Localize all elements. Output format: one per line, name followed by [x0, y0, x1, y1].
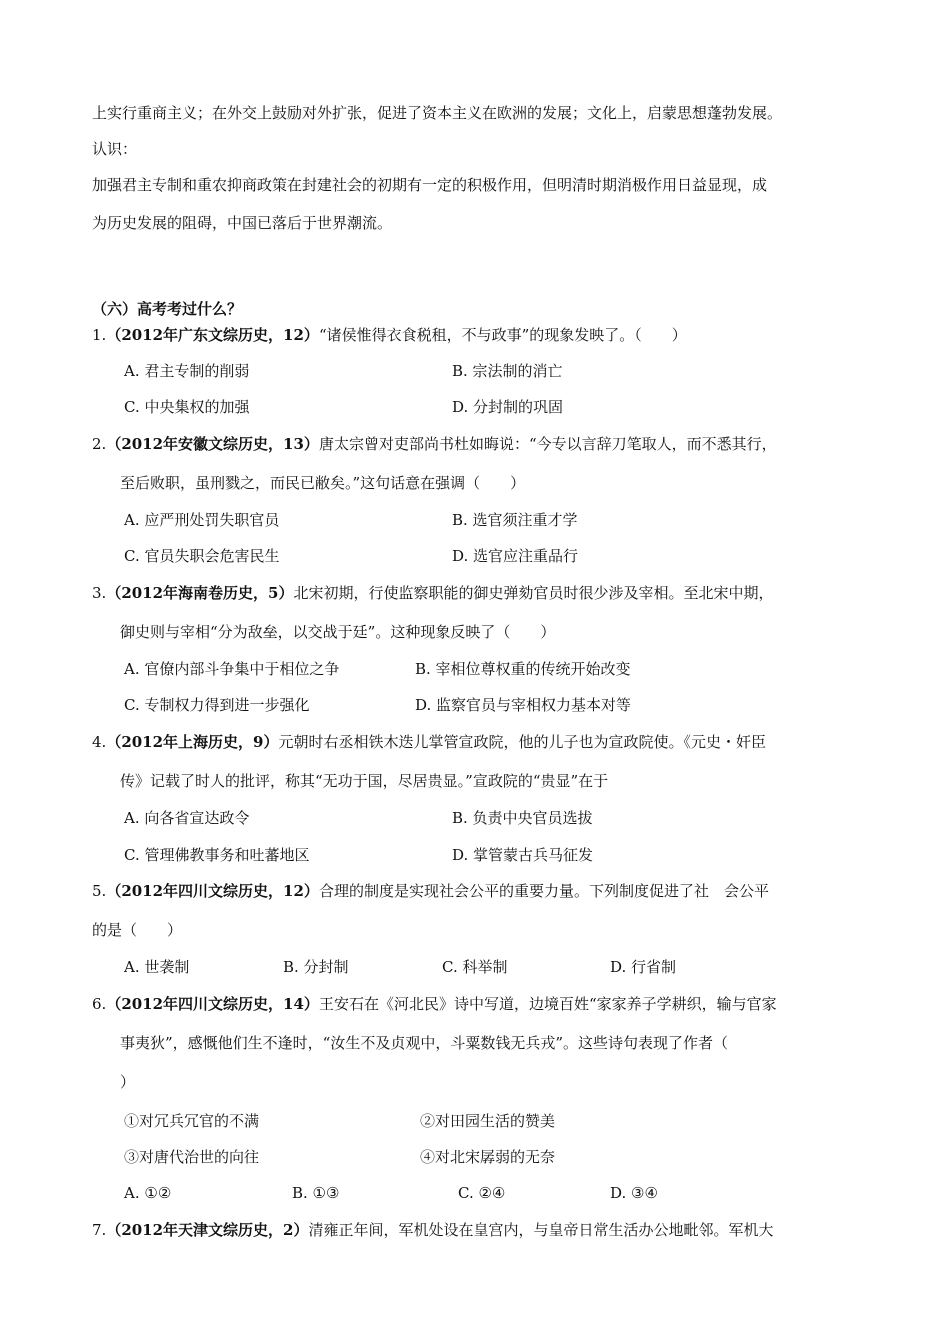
question-number: 2.: [92, 435, 107, 453]
intro-line-4: 为历史发展的阻碍，中国已落后于世界潮流。: [92, 214, 393, 232]
q2-option-b: B. 选官须注重才学: [452, 511, 578, 529]
intro-line-1: 上实行重商主义；在外交上鼓励对外扩张，促进了资本主义在欧洲的发展；文化上，启蒙思想蓬勃发展。: [92, 104, 783, 122]
question-text: 北宋初期，行使监察职能的御史弹劾官员时很少涉及宰相。至北宋中期，: [293, 584, 774, 602]
question-6: [92, 994, 777, 1014]
question-text: 王安石在《河北民》诗中写道，边境百姓“家家养子学耕织，输与官家: [318, 995, 777, 1013]
q6-option-a: A. ①②: [124, 1184, 172, 1202]
q6-item-1: ①对冗兵冗官的不满: [124, 1112, 260, 1130]
q2-option-c: C. 官员失职会危害民生: [124, 547, 280, 565]
q5-option-a: A. 世袭制: [124, 958, 190, 976]
q6-item-4: ④对北宋孱弱的无奈: [420, 1148, 556, 1166]
question-text: 合理的制度是实现社会公平的重要力量。下列制度促进了社 会公平: [318, 882, 769, 900]
q1-option-c: C. 中央集权的加强: [124, 398, 250, 416]
question-6-line-3: ）: [120, 1073, 136, 1091]
q3-option-a: A. 官僚内部斗争集中于相位之争: [124, 660, 340, 678]
intro-line-3: 加强君主专制和重农抑商政策在封建社会的初期有一定的积极作用，但明清时期消极作用日益显现，成: [92, 176, 768, 194]
q2-option-a: A. 应严刑处罚失职官员: [124, 511, 280, 529]
q1-option-d: D. 分封制的巩固: [452, 398, 564, 416]
intro-line-2: 认识：: [92, 140, 138, 158]
q5-option-c: C. 科举制: [442, 958, 508, 976]
q6-option-c: C. ②④: [458, 1184, 506, 1202]
question-source: （2012年天津文综历史，2）: [106, 1221, 309, 1239]
question-source: （2012年安徽文综历史，13）: [106, 435, 319, 453]
question-3-line-2: 御史则与宰相“分为敌垒，以交战于廷”。这种现象反映了（ ）: [120, 623, 556, 641]
q4-option-a: A. 向各省宣达政令: [124, 809, 250, 827]
question-text: “诸侯惟得衣食税租，不与政事”的现象发映了。（ ）: [318, 326, 687, 344]
question-2-line-2: 至后败职，虽刑戮之，而民已敝矣。”这句话意在强调（ ）: [120, 474, 526, 492]
q6-option-b: B. ①③: [292, 1184, 340, 1202]
question-number: 1.: [92, 326, 107, 344]
question-number: 3.: [92, 584, 107, 602]
q4-option-c: C. 管理佛教事务和吐蕃地区: [124, 846, 310, 864]
q1-option-b: B. 宗法制的消亡: [452, 362, 563, 380]
question-3: [92, 583, 774, 603]
question-number: 5.: [92, 882, 107, 900]
question-1: [92, 325, 687, 345]
q3-option-d: D. 监察官员与宰相权力基本对等: [415, 696, 632, 714]
question-5-line-2: 的是（ ）: [92, 921, 183, 939]
question-source: （2012年广东文综历史，12）: [106, 326, 319, 344]
question-source: （2012年四川文综历史，12）: [106, 882, 319, 900]
q6-option-d: D. ③④: [610, 1184, 658, 1202]
question-text: 唐太宗曾对吏部尚书杜如晦说：“今专以言辞刀笔取人，而不悉其行，: [318, 435, 777, 453]
q6-item-3: ③对唐代治世的向往: [124, 1148, 260, 1166]
q4-option-d: D. 掌管蒙古兵马征发: [452, 846, 594, 864]
q2-option-d: D. 选官应注重品行: [452, 547, 579, 565]
question-text: 元朝时右丞相铁木迭儿掌管宣政院，他的儿子也为宣政院使。《元史・奸臣: [278, 733, 767, 751]
question-source: （2012年四川文综历史，14）: [106, 995, 319, 1013]
question-2: [92, 434, 777, 454]
q6-item-2: ②对田园生活的赞美: [420, 1112, 556, 1130]
question-6-line-2: 事夷狄”，感慨他们生不逢时，“汝生不及贞观中，斗粟数钱无兵戎”。这些诗句表现了作者（: [120, 1034, 729, 1052]
question-number: 7.: [92, 1221, 107, 1239]
q5-option-b: B. 分封制: [283, 958, 349, 976]
question-number: 6.: [92, 995, 107, 1013]
q3-option-c: C. 专制权力得到进一步强化: [124, 696, 310, 714]
question-number: 4.: [92, 733, 107, 751]
question-source: （2012年上海历史，9）: [106, 733, 279, 751]
q4-option-b: B. 负责中央官员选拔: [452, 809, 593, 827]
q3-option-b: B. 宰相位尊权重的传统开始改变: [415, 660, 631, 678]
q5-option-d: D. 行省制: [610, 958, 677, 976]
section-title: （六）高考考过什么？: [92, 300, 243, 318]
question-4: [92, 732, 766, 752]
question-4-line-2: 传》记载了时人的批评，称其“无功于国，尽居贵显。”宣政院的“贵显”在于: [120, 772, 609, 790]
question-5: [92, 881, 769, 901]
question-7: [92, 1220, 774, 1240]
question-source: （2012年海南卷历史，5）: [106, 584, 294, 602]
q1-option-a: A. 君主专制的削弱: [124, 362, 250, 380]
question-text: 清雍正年间，军机处设在皇宫内，与皇帝日常生活办公地毗邻。军机大: [308, 1221, 774, 1239]
